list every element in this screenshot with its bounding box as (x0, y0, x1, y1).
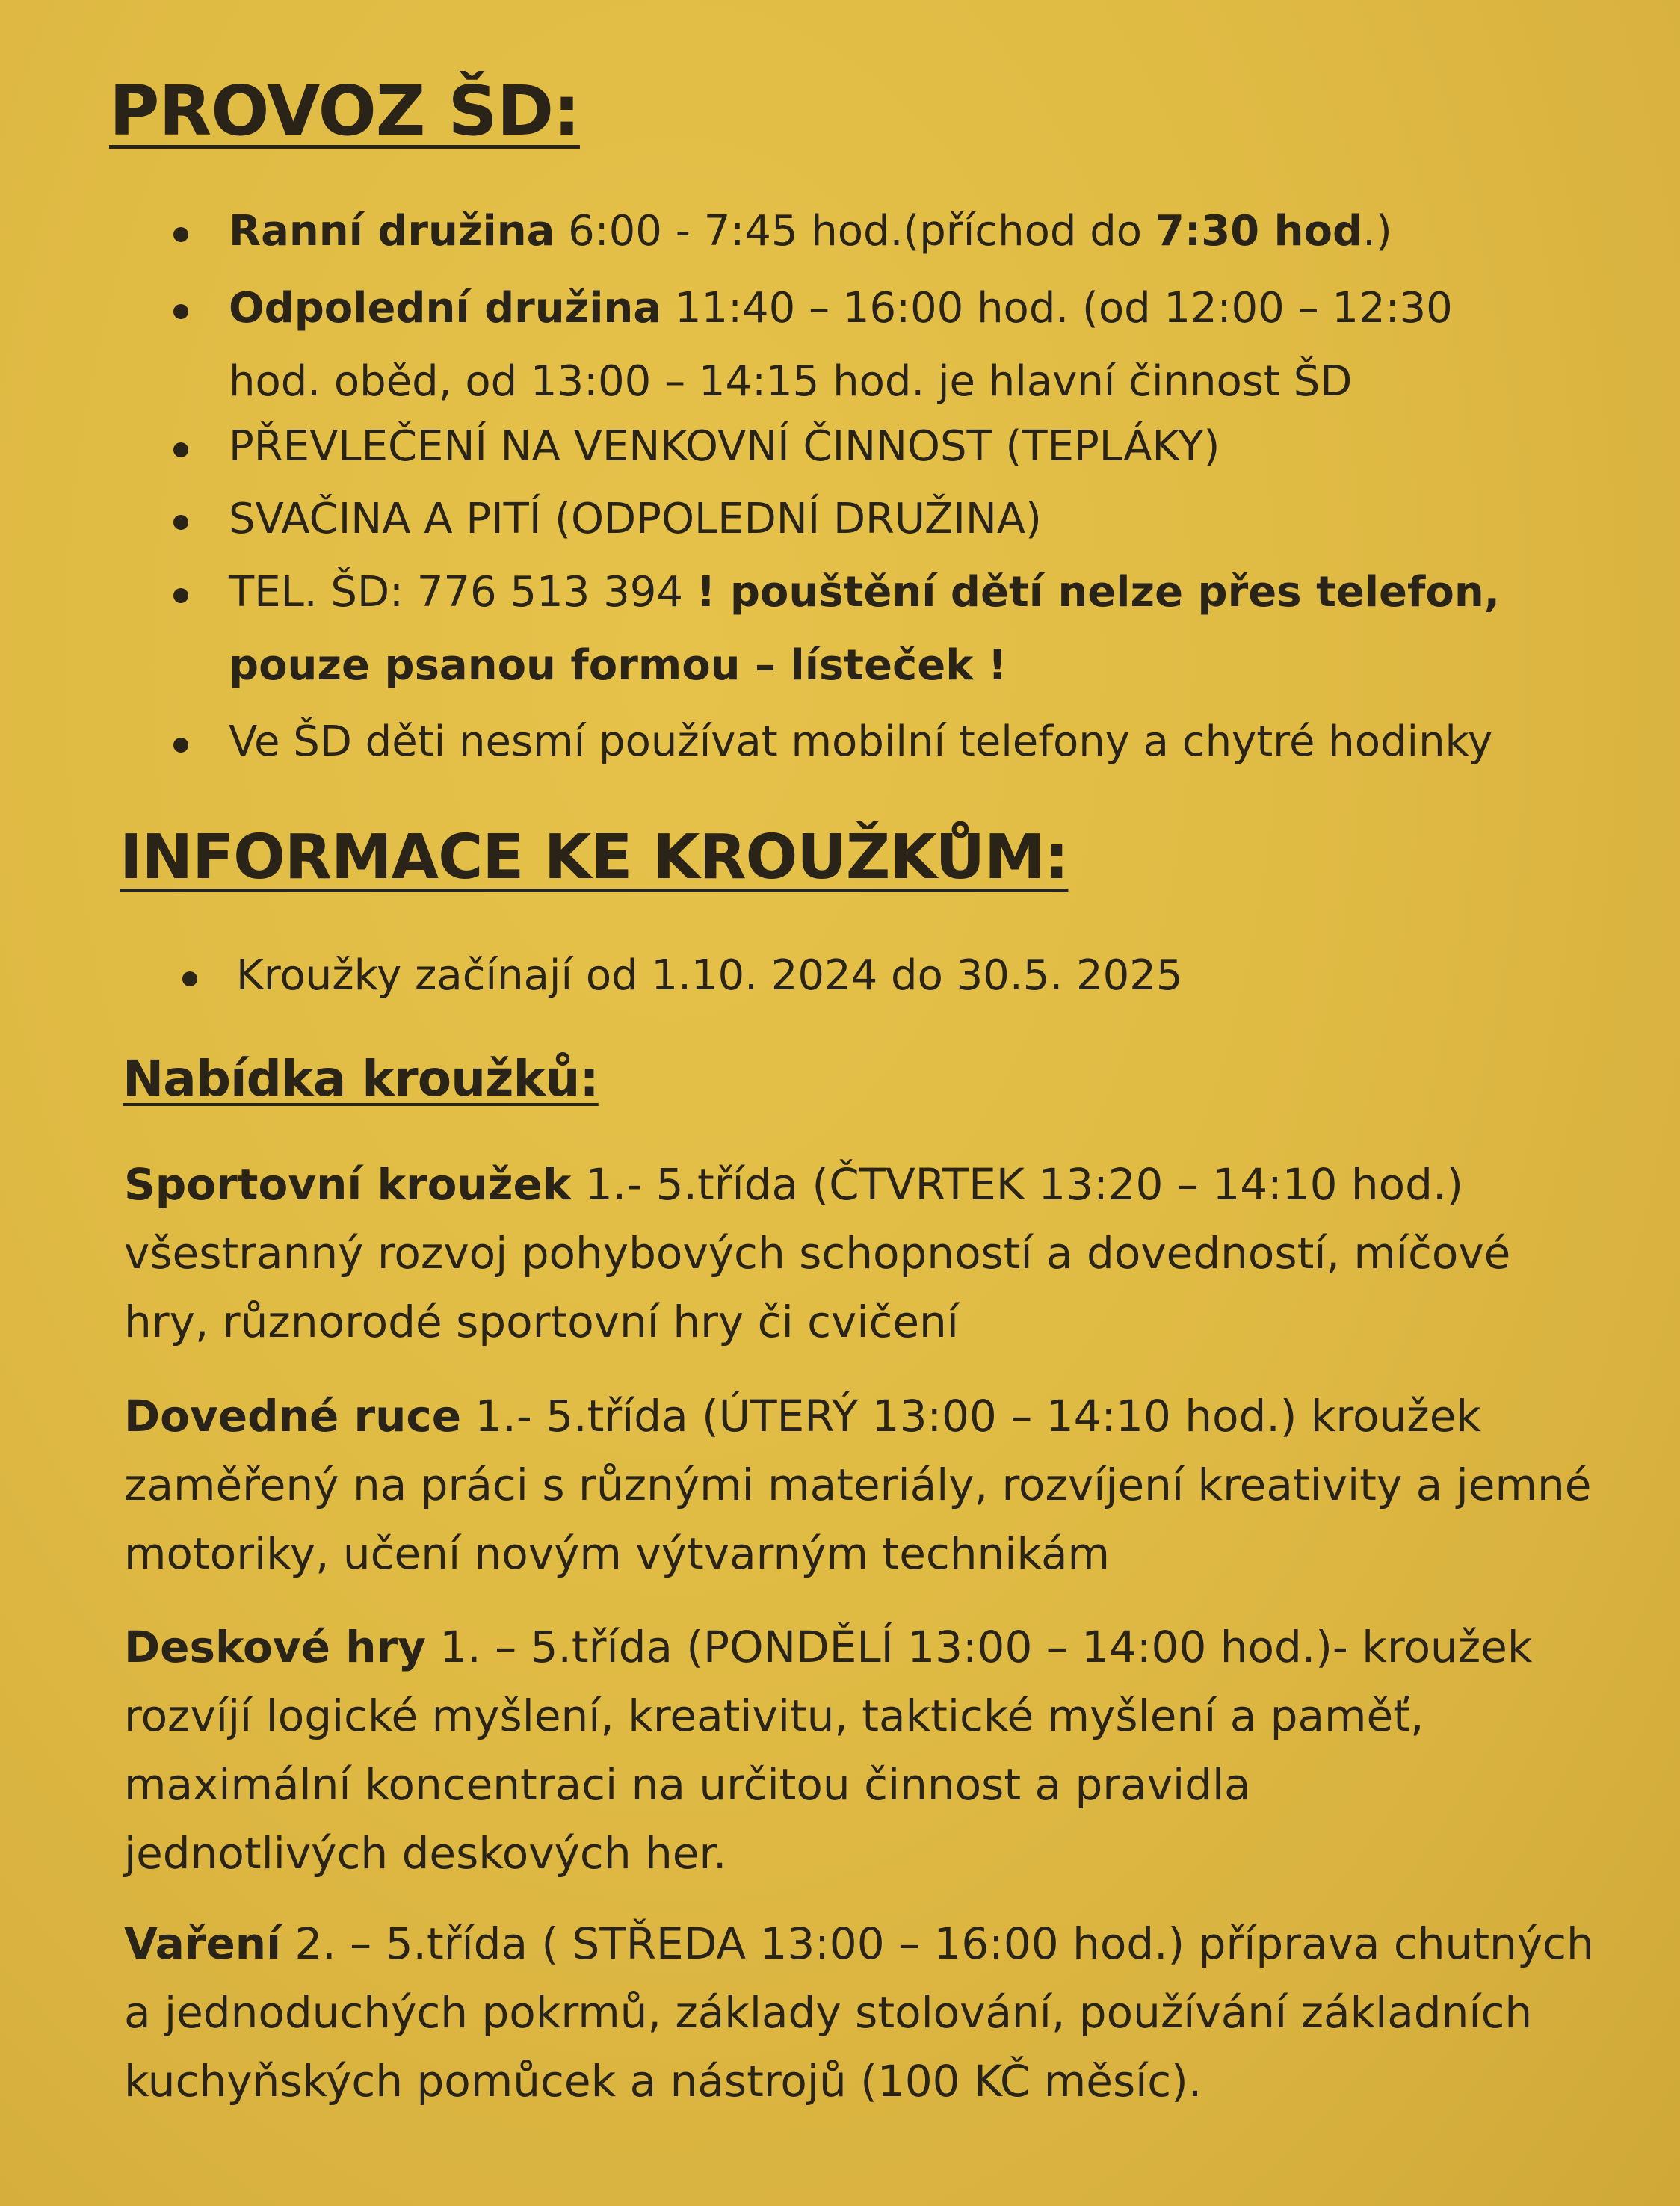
paragraph-line (124, 1297, 959, 1347)
bullet-dot-icon (173, 442, 188, 457)
paragraph-line (124, 1690, 1424, 1741)
bold-text: 7:30 hod (1155, 207, 1363, 256)
section-title-provoz: PROVOZ ŠD: (109, 71, 580, 151)
text: všestranný rozvoj pohybových schopností a dovedností, míčové (124, 1228, 1511, 1279)
paragraph-line (124, 2056, 1202, 2107)
section-title-nabidka: Nabídka kroužků: (123, 1050, 599, 1107)
text: kuchyňských pomůcek a nástrojů (100 KČ měsíc). (124, 2056, 1202, 2107)
text: .) (1362, 207, 1392, 256)
bullet-dot-icon (173, 588, 188, 603)
paragraph-line (124, 1987, 1533, 2038)
bullet-item-line (229, 357, 1353, 406)
bullet-item-line (229, 641, 1007, 690)
text: SVAČINA A PITÍ (ODPOLEDNÍ DRUŽINA) (229, 495, 1042, 543)
text: 6:00 - 7:45 hod.(příchod do (555, 207, 1155, 256)
bullet-dot-icon (173, 304, 188, 319)
paragraph-line (124, 1828, 727, 1879)
bold-text: Vaření (124, 1918, 281, 1969)
text: PŘEVLEČENÍ NA VENKOVNÍ ČINNOST (TEPLÁKY) (229, 422, 1220, 471)
bullet-item-line (229, 284, 1453, 333)
text: TEL. ŠD: 776 513 394 (229, 568, 683, 617)
paragraph-line (124, 1391, 1481, 1442)
bullet-item-line (229, 717, 1493, 766)
bullet-item-line (229, 495, 1042, 543)
bold-text: Deskové hry (124, 1622, 426, 1672)
paragraph-line (124, 1528, 1111, 1579)
bullet-item-line (229, 568, 1500, 617)
bullet-dot-icon (173, 738, 188, 753)
paragraph-line (124, 1918, 1594, 1969)
bullet-dot-icon (182, 971, 197, 986)
bold-text: pouze psanou formou – lísteček ! (229, 641, 1007, 690)
bold-text: Odpolední družina (229, 284, 662, 333)
bold-text: Dovedné ruce (124, 1391, 462, 1442)
paragraph-line (124, 1228, 1511, 1279)
bold-text: ! pouštění dětí nelze přes telefon, (696, 568, 1500, 617)
text: rozvíjí logické myšlení, kreativitu, taktické myšlení a paměť, (124, 1690, 1424, 1741)
text: Kroužky začínají od 1.10. 2024 do 30.5. 2025 (236, 951, 1183, 1000)
paragraph-line (124, 1622, 1533, 1672)
paragraph-line (124, 1459, 1592, 1510)
bullet-item-line (229, 422, 1220, 471)
bold-text: Sportovní kroužek (124, 1159, 572, 1210)
text: zaměřený na práci s různými materiály, rozvíjení kreativity a jemné (124, 1459, 1592, 1510)
text: hry, různorodé sportovní hry či cvičení (124, 1297, 959, 1347)
text: Ve ŠD děti nesmí používat mobilní telefony a chytré hodinky (229, 717, 1493, 766)
text: 1.- 5.třída (ČTVRTEK 13:20 – 14:10 hod.) (571, 1159, 1464, 1210)
bold-text: Ranní družina (229, 207, 555, 256)
section-title-krouzky-info: INFORMACE KE KROUŽKŮM: (120, 822, 1069, 893)
bullet-item-line (229, 207, 1392, 256)
paragraph-line (124, 1159, 1464, 1210)
text: hod. oběd, od 13:00 – 14:15 hod. je hlavní činnost ŠD (229, 357, 1353, 406)
text: 1.- 5.třída (ÚTERÝ 13:00 – 14:10 hod.) kroužek (461, 1391, 1481, 1442)
text: 2. – 5.třída ( STŘEDA 13:00 – 16:00 hod.) příprava chutných (280, 1918, 1594, 1969)
bullet-dot-icon (173, 227, 188, 242)
text: 1. – 5.třída (PONDĚLÍ 13:00 – 14:00 hod.)- kroužek (425, 1622, 1533, 1672)
text (683, 568, 697, 617)
text: jednotlivých deskových her. (124, 1828, 727, 1879)
paragraph-line (124, 1759, 1251, 1810)
text: maximální koncentraci na určitou činnost a pravidla (124, 1759, 1251, 1810)
text: a jednoduchých pokrmů, základy stolování, používání základních (124, 1987, 1533, 2038)
bullet-item-line (236, 951, 1183, 1000)
bullet-dot-icon (173, 515, 188, 530)
text: motoriky, učení novým výtvarným technikám (124, 1528, 1111, 1579)
text: 11:40 – 16:00 hod. (od 12:00 – 12:30 (661, 284, 1453, 333)
